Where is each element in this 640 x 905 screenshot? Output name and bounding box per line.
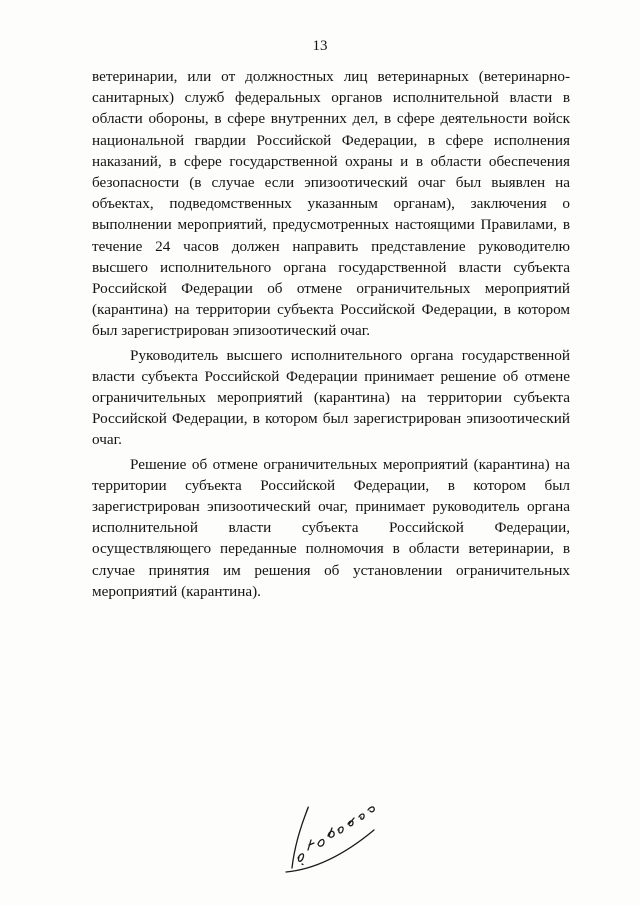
paragraph-governor-decision: Руководитель высшего исполнительного органа государственной власти субъекта Российской Федерации принимает решение об отмене ограничительных мероприятий (карантина) на территории субъекта Российской Федерации, в котором был зарегистрирован эпизоотический очаг.: [92, 346, 570, 449]
paragraph-authority-decision: Решение об отмене ограничительных мероприятий (карантина) на территории субъекта Российской Федерации, в котором был зарегистрирован эпизоотический очаг, принимает руководитель органа исполнительной власти субъекта Российской Федерации, осуществляющего переданные полномочия в области ветеринарии, в случае принятия им решения об установлении ограничительных мероприятий (карантина).: [92, 455, 570, 600]
paragraph-continuation: ветеринарии, или от должностных лиц ветеринарных (ветеринарно-санитарных) служб федеральных органов исполнительной власти в области обороны, в сфере внутренних дел, в сфере деятельности войск национальной гвардии Российской Федерации, в сфере исполнения наказаний, в сфере государственной охраны и в области обеспечения безопасности (в случае если эпизоотический очаг был выявлен на объектах, подведомственных указанным органам), заключения о выполнении мероприятий, предусмотренных настоящими Правилами, в течение 24 часов должен направить представление руководителю высшего исполнительного органа государственной власти субъекта Российской Федерации об отмене ограничительных мероприятий (карантина) на территории субъекта Российской Федерации, в котором был зарегистрирован эпизоотический очаг.: [92, 68, 570, 340]
page-number: 13: [312, 38, 328, 54]
handwritten-signature: [278, 780, 388, 880]
document-body: [92, 66, 570, 605]
